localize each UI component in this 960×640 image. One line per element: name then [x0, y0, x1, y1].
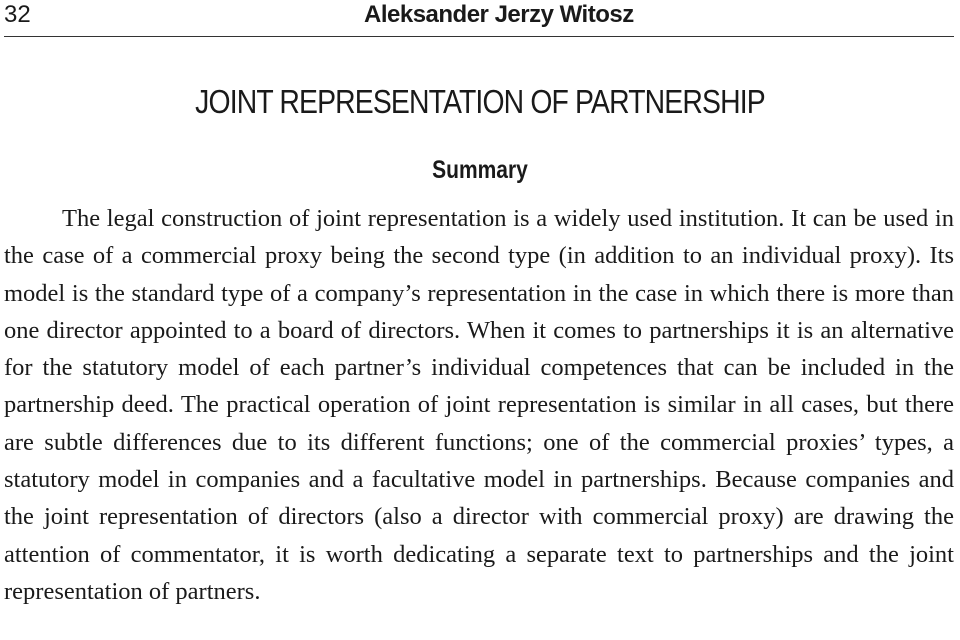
page-number: 32 — [4, 1, 31, 28]
running-head — [4, 0, 956, 34]
summary-heading: Summary — [432, 156, 528, 184]
running-head-author: Aleksander Jerzy Witosz — [364, 1, 634, 28]
header-rule — [4, 36, 954, 37]
summary-paragraph: The legal construction of joint representation is a widely used institution. It can be used in the case of a commercial proxy being the second type (in addition to an individual proxy). Its model is the standard type of a company’s representation in the case in which there is more than one director appointed to a board of directors. When it comes to partnerships it is an alternative for the statutory model of each partner’s individual competences that can be included in the partnership deed. The practical operation of joint representation is similar in all cases, but there are subtle differences due to its different functions; one of the commercial proxies’ types, a statutory model in companies and a facultative model in partnerships. Because companies and the joint representation of directors (also a director with commercial proxy) are drawing the attention of commentator, it is worth dedicating a separate text to partnerships and the joint representation of partners. — [4, 205, 954, 605]
article-title: JOINT REPRESENTATION OF PARTNERSHIP — [195, 83, 765, 120]
